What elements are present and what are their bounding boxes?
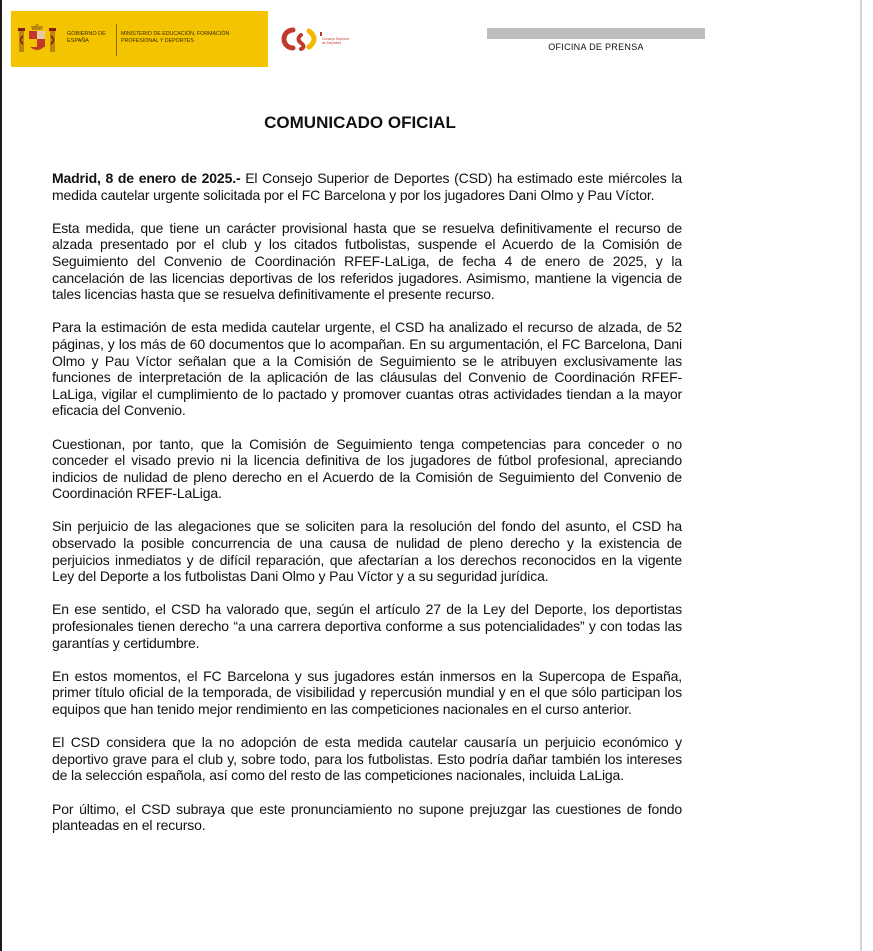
- document-body: [52, 170, 682, 850]
- government-label: GOBIERNO DE ESPAÑA: [67, 31, 106, 44]
- paragraph: El CSD considera que la no adopción de esta medida cautelar causaría un perjuicio económico y deportivo grave para el club y, sobre todo, para los futbolistas. Esto podría dañar también los intereses de la selección española, así como del resto de las competiciones nacionales, incluida LaLiga.: [52, 734, 682, 784]
- document-title: COMUNICADO OFICIAL: [264, 113, 456, 132]
- paragraph: Esta medida, que tiene un carácter provisional hasta que se resuelva definitivamente el recurso de alzada presentado por el club y los citados futbolistas, suspende el Acuerdo de la Comisión de Seguimiento del Convenio de Coordinación RFEF-LaLiga, de fecha 4 de enero de 2025, y la cancelación de las licencias deportivas de los referidos jugadores. Asimismo, mantiene la vigencia de tales licencias hasta que se resuelva definitivamente el presente recurso.: [52, 219, 682, 303]
- csd-logo-text: Consejo Superior de Deportes: [322, 37, 350, 45]
- paragraph: Sin perjuicio de las alegaciones que se soliciten para la resolución del fondo del asunto, el CSD ha observado la posible concurrencia de una causa de nulidad de pleno derecho y la existencia de perjuicios inmediatos y de difícil reparación, que afectarían a los derechos reconocidos en la vigente Ley del Deporte a los futbolistas Dani Olmo y Pau Víctor y a su seguridad jurídica.: [52, 518, 682, 585]
- paragraph: Para la estimación de esta medida cautelar urgente, el CSD ha analizado el recurso de alzada, de 52 páginas, y los más de 60 documentos que lo acompañan. En su argumentación, el FC Barcelona, Dani Olmo y Pau Víctor señalan que a la Comisión de Seguimiento se le atribuyen exclusivamente las funciones de interpretación de la aplicación de las cláusulas del Convenio de Coordinación RFEF-LaLiga, vigilar el cumplimiento de lo pactado y promover cuantas otras actividades tiendan a la mayor eficacia del Convenio.: [52, 319, 682, 419]
- paragraph: Cuestionan, por tanto, que la Comisión de Seguimiento tenga competencias para conceder o no conceder el visado previo ni la licencia definitiva de los jugadores de fútbol profesional, apreciando indicios de nulidad de pleno derecho en el Acuerdo de la Comisión de Seguimiento del Convenio de Coordinación RFEF-LaLiga.: [52, 435, 682, 502]
- paragraph: En ese sentido, el CSD ha valorado que, según el artículo 27 de la Ley del Deporte, los deportistas profesionales tienen derecho “a una carrera deportiva conforme a sus potencialidades” y con todas las garantías y certidumbre.: [52, 601, 682, 651]
- paragraph: En estos momentos, el FC Barcelona y sus jugadores están inmersos en la Supercopa de España, primer título oficial de la temporada, de visibilidad y repercusión mundial y en el que sólo participan los equipos que han tenido mejor rendimiento en las competiciones nacionales en el curso anterior.: [52, 667, 682, 717]
- page-left-border: [0, 0, 2, 951]
- dateline: Madrid, 8 de enero de 2025.-: [52, 170, 241, 186]
- intro-paragraph: [52, 170, 682, 203]
- press-office-label: OFICINA DE PRENSA: [548, 42, 644, 52]
- header-separator: [116, 24, 117, 56]
- paragraph: Por último, el CSD subraya que este pronunciamiento no supone prejuzgar las cuestiones de fondo planteadas en el recurso.: [52, 800, 682, 834]
- coat-of-arms-icon: [17, 24, 57, 58]
- page-right-border: [860, 0, 862, 951]
- intro-text: El Consejo Superior de Deportes (CSD) ha estimado este miércoles la medida cautelar urgente solicitada por el FC Barcelona y por los jugadores Dani Olmo y Pau Víctor.: [52, 170, 682, 203]
- press-office-bar: [487, 28, 705, 39]
- ministry-label: MINISTERIO DE EDUCACIÓN, FORMACIÓN PROFESIONAL Y DEPORTES: [121, 31, 230, 44]
